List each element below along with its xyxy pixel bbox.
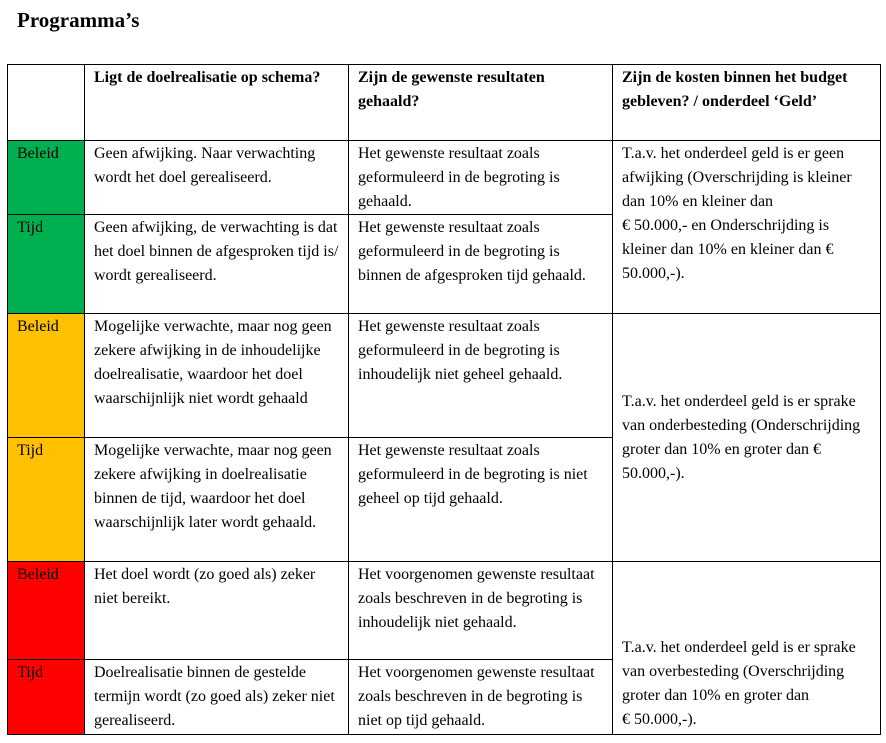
doel-cell: Mogelijke verwachte, maar nog geen zekere afwijking in doelrealisatie binnen de tijd, waardoor het doel waarschijnlijk later wordt gehaald. <box>85 438 349 562</box>
doel-cell: Geen afwijking, de verwachting is dat het doel binnen de afgesproken tijd is/ wordt gerealiseerd. <box>85 215 349 314</box>
header-row <box>8 65 881 141</box>
resultaat-cell: Het gewenste resultaat zoals geformuleerd in de begroting is binnen de afgesproken tijd gehaald. <box>349 215 613 314</box>
table-row <box>8 314 881 438</box>
status-label-green-beleid: Beleid <box>8 141 85 215</box>
header-empty-cell <box>8 65 85 141</box>
status-label-green-tijd: Tijd <box>8 215 85 314</box>
geld-cell-green <box>613 141 881 314</box>
geld-text: € 50.000,-). <box>622 711 697 728</box>
table-row <box>8 562 881 660</box>
doel-cell: Geen afwijking. Naar verwachting wordt het doel gerealiseerd. <box>85 141 349 215</box>
resultaat-cell: Het voorgenomen gewenste resultaat zoals beschreven in de begroting is niet op tijd gehaald. <box>349 660 613 735</box>
resultaat-cell: Het gewenste resultaat zoals geformuleerd in de begroting is inhoudelijk niet geheel gehaald. <box>349 314 613 438</box>
doel-cell: Het doel wordt (zo goed als) zeker niet bereikt. <box>85 562 349 660</box>
doel-cell: Mogelijke verwachte, maar nog geen zekere afwijking in de inhoudelijke doelrealisatie, waardoor het doel waarschijnlijk niet wordt gehaald <box>85 314 349 438</box>
doel-cell: Doelrealisatie binnen de gestelde termijn wordt (zo goed als) zeker niet gerealiseerd. <box>85 660 349 735</box>
status-label-amber-tijd: Tijd <box>8 438 85 562</box>
header-kosten: Zijn de kosten binnen het budget gebleven? / onderdeel ‘Geld’ <box>613 65 881 141</box>
table-row <box>8 141 881 215</box>
geld-text: T.a.v. het onderdeel geld is er geen afwijking (Overschrijding is kleiner dan 10% en kleiner dan <box>622 145 852 210</box>
resultaat-cell: Het voorgenomen gewenste resultaat zoals beschreven in de begroting is inhoudelijk niet gehaald. <box>349 562 613 660</box>
resultaat-cell: Het gewenste resultaat zoals geformuleerd in de begroting is gehaald. <box>349 141 613 215</box>
geld-text: T.a.v. het onderdeel geld is er sprake van onderbesteding (Onderschrijding groter dan 10% en groter dan € 50.000,-). <box>622 393 861 482</box>
geld-cell-red <box>613 562 881 735</box>
geld-text: € 50.000,- en Onderschrijding is kleiner dan 10% en kleiner dan € 50.000,-). <box>622 217 834 282</box>
status-label-red-beleid: Beleid <box>8 562 85 660</box>
header-doelrealisatie: Ligt de doelrealisatie op schema? <box>85 65 349 141</box>
geld-cell-amber <box>613 314 881 562</box>
geld-text: T.a.v. het onderdeel geld is er sprake van overbesteding (Overschrijding groter dan 10% en groter dan <box>622 639 856 704</box>
status-label-red-tijd: Tijd <box>8 660 85 735</box>
page-title: Programma’s <box>17 8 140 32</box>
resultaat-cell: Het gewenste resultaat zoals geformuleerd in de begroting is niet geheel op tijd gehaald. <box>349 438 613 562</box>
header-resultaten: Zijn de gewenste resultaten gehaald? <box>349 65 613 141</box>
status-matrix-table <box>7 64 881 735</box>
status-label-amber-beleid: Beleid <box>8 314 85 438</box>
